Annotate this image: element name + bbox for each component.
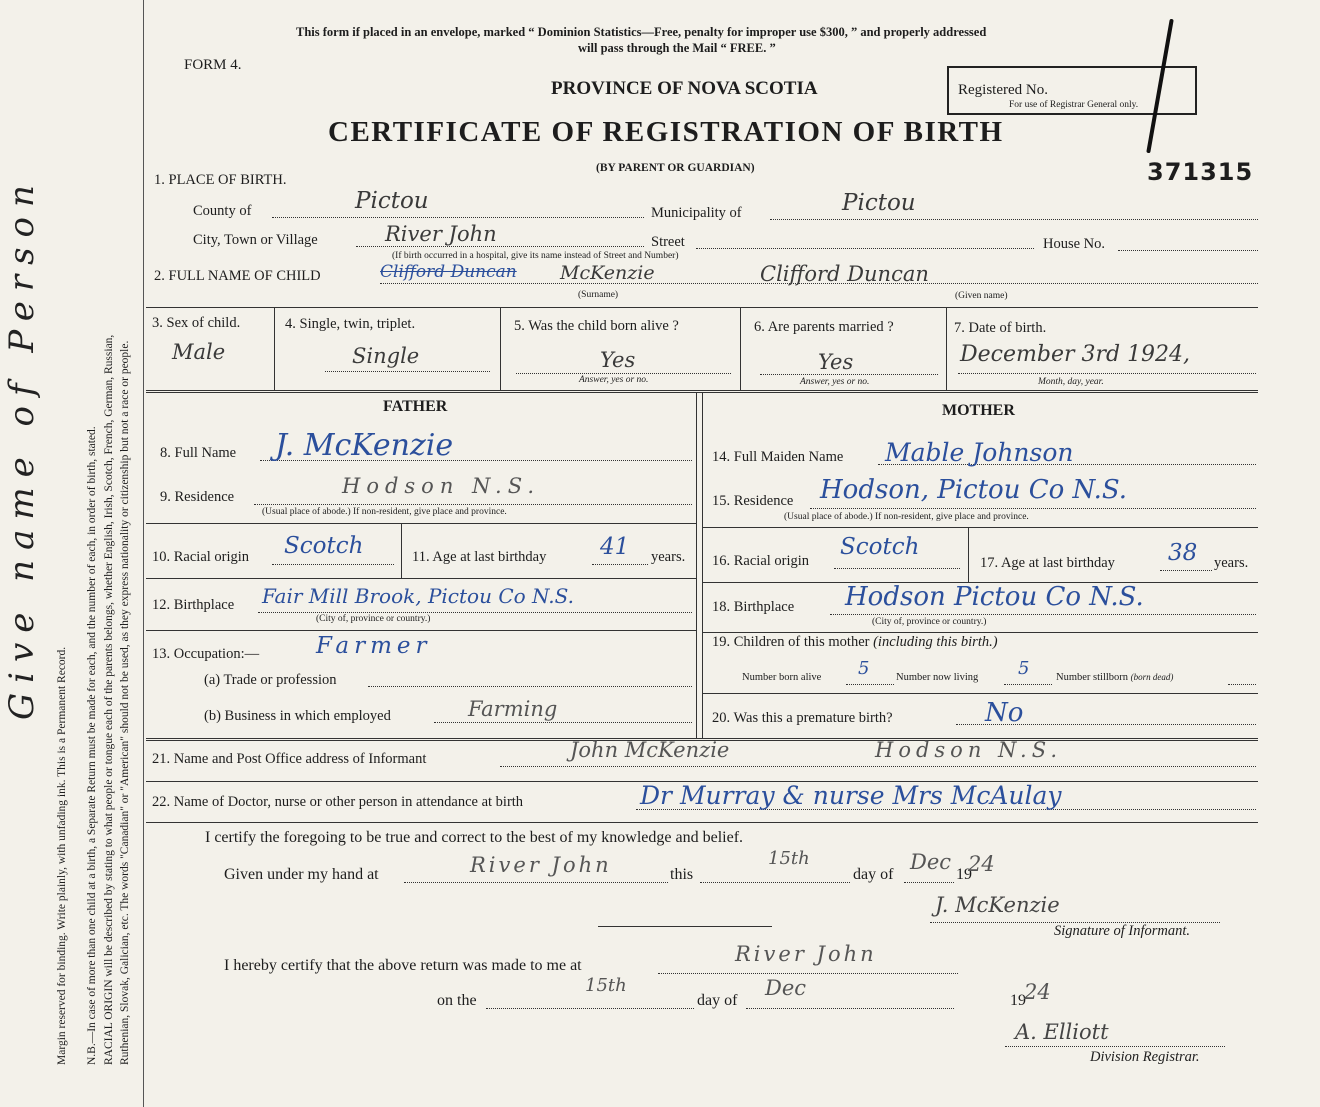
mother-birthplace-caption: (City of, province or country.)	[872, 617, 987, 627]
mother-years-label: years.	[1214, 555, 1249, 571]
informant-name-value: John McKenzie	[570, 738, 730, 762]
certificate-subtitle: (BY PARENT OR GUARDIAN)	[596, 162, 755, 174]
registrar-signature: A. Elliott	[1015, 1020, 1109, 1044]
given-year-value: 24	[968, 852, 995, 876]
hospital-note: (If birth occurred in a hospital, give its name instead of Street and Number)	[392, 251, 679, 261]
mother-age-line	[1160, 570, 1212, 571]
rule-father-birthplace	[146, 630, 696, 631]
registrar-month-line	[746, 1008, 954, 1009]
given-day-line	[700, 882, 850, 883]
form-number: FORM 4.	[184, 57, 242, 73]
municipality-label: Municipality of	[651, 205, 742, 221]
date-of-birth-caption: Month, day, year.	[1038, 377, 1104, 387]
mother-residence-caption: (Usual place of abode.) If non-resident, give place and province.	[784, 512, 1029, 522]
born-alive-value: Yes	[600, 348, 636, 372]
given-place-line	[404, 882, 668, 883]
registrar-use-note: For use of Registrar General only.	[1009, 100, 1139, 110]
this-label: this	[670, 866, 694, 883]
certificate-title: CERTIFICATE OF REGISTRATION OF BIRTH	[328, 116, 1004, 148]
father-years-label: years.	[651, 549, 686, 565]
father-heading: FATHER	[383, 398, 448, 415]
father-birthplace-caption: (City of, province or country.)	[316, 614, 431, 624]
now-living-count-label: Number now living	[896, 672, 979, 683]
rule-father-racial	[146, 578, 696, 579]
divider-4-5	[500, 308, 501, 390]
stillborn-count-text: Number stillborn	[1056, 672, 1129, 683]
outer-handwriting: Give name of Person	[2, 175, 42, 720]
parents-married-label: 6. Are parents married ?	[754, 319, 894, 335]
father-business-value: Farming	[468, 697, 558, 721]
father-business-line	[434, 722, 692, 723]
registrar-year-value: 24	[1024, 980, 1051, 1004]
father-age-line	[592, 564, 648, 565]
mail-notice-line1: This form if placed in an envelope, marked “ Dominion Statistics—Free, penalty for improper use $300, ” and properly addressed	[296, 25, 987, 39]
mother-heading: MOTHER	[942, 402, 1015, 419]
place-of-birth-label: 1. PLACE OF BIRTH.	[154, 172, 287, 188]
certification-divider	[598, 926, 772, 927]
informant-signature: J. McKenzie	[935, 893, 1060, 917]
informant-signature-caption: Signature of Informant.	[1054, 923, 1191, 939]
street-label: Street	[651, 234, 685, 250]
registrar-day-line	[486, 1008, 694, 1009]
registered-number-stamp: 371315	[1147, 158, 1254, 186]
municipality-value: Pictou	[842, 190, 916, 216]
attendant-label: 22. Name of Doctor, nurse or other person in attendance at birth	[152, 794, 524, 810]
father-birthplace-value: Fair Mill Brook, Pictou Co N.S.	[262, 584, 574, 608]
born-alive-count-label: Number born alive	[742, 672, 822, 683]
city-label: City, Town or Village	[193, 232, 318, 248]
given-name-caption: (Given name)	[955, 291, 1008, 301]
divider-5-6	[740, 308, 741, 390]
sex-value: Male	[172, 340, 226, 364]
rule-mother-children	[702, 693, 1258, 694]
single-twin-label: 4. Single, twin, triplet.	[285, 316, 416, 332]
mother-birthplace-label: 18. Birthplace	[712, 599, 795, 615]
stillborn-count-note: (born dead)	[1130, 672, 1174, 682]
mother-name-label: 14. Full Maiden Name	[712, 449, 844, 465]
rule-mother-residence	[702, 527, 1258, 528]
registrar-statement: I hereby certify that the above return was made to me at	[224, 957, 582, 974]
municipality-line	[770, 219, 1258, 220]
surname-caption: (Surname)	[578, 290, 619, 300]
parents-married-caption: Answer, yes or no.	[800, 377, 870, 387]
mother-racial-label: 16. Racial origin	[712, 553, 810, 569]
mother-residence-line	[810, 508, 1256, 509]
given-day-of-label: day of	[853, 866, 894, 883]
rule-father-residence	[146, 523, 696, 524]
informant-address-value: Hodson N.S.	[875, 738, 1063, 762]
divider-3-4	[274, 308, 275, 390]
date-of-birth-label: 7. Date of birth.	[954, 320, 1047, 336]
mother-age-label: 17. Age at last birthday	[980, 555, 1115, 571]
parents-married-value: Yes	[818, 350, 854, 374]
father-business-label: (b) Business in which employed	[204, 708, 391, 724]
mail-notice-line2: will pass through the Mail “ FREE. ”	[578, 41, 776, 55]
rule-after-name	[146, 307, 1258, 308]
registrar-on-the-label: on the	[437, 992, 477, 1009]
father-residence-label: 9. Residence	[160, 489, 235, 505]
premature-value: No	[985, 698, 1024, 728]
father-occupation-label: 13. Occupation:—	[152, 646, 260, 662]
mother-residence-value: Hodson, Pictou Co N.S.	[820, 475, 1128, 505]
registrar-place-value: River John	[735, 942, 877, 966]
city-value: River John	[385, 222, 497, 246]
child-surname: McKenzie	[560, 262, 655, 284]
father-trade-line	[368, 686, 692, 687]
registrar-day-of-label: day of	[697, 992, 738, 1009]
father-age-label: 11. Age at last birthday	[412, 549, 547, 565]
attendant-value: Dr Murray & nurse Mrs McAulay	[640, 781, 1062, 810]
father-residence-caption: (Usual place of abode.) If non-resident, give place and province.	[262, 507, 507, 517]
informant-line	[500, 766, 1256, 767]
father-racial-value: Scotch	[284, 533, 364, 559]
sex-label: 3. Sex of child.	[152, 315, 241, 331]
margin-note: Margin reserved for binding. Write plainly, with unfading ink. This is a Permanent Record.	[56, 646, 68, 1065]
given-place-value: River John	[470, 853, 612, 877]
single-twin-value: Single	[352, 344, 420, 368]
father-racial-age-divider	[401, 524, 402, 578]
parents-married-line	[760, 374, 938, 375]
stillborn-count-line	[1228, 684, 1256, 685]
born-alive-label: 5. Was the child born alive ?	[514, 318, 679, 334]
registrar-signature-line	[1005, 1046, 1225, 1047]
racial-note-line1: RACIAL ORIGIN will be described by stating to what people or tongue each of the parents belongs, whether English, Irish, Scotch, French, German, Russian,	[103, 334, 115, 1065]
born-alive-line	[516, 373, 731, 374]
province-heading: PROVINCE OF NOVA SCOTIA	[551, 78, 818, 99]
father-racial-label: 10. Racial origin	[152, 549, 250, 565]
county-line	[272, 217, 644, 218]
father-birthplace-line	[258, 612, 692, 613]
rule-mother-birthplace	[702, 632, 1258, 633]
certification-statement: I certify the foregoing to be true and correct to the best of my knowledge and belief.	[205, 829, 744, 846]
now-living-count-line	[1004, 684, 1052, 685]
stillborn-count-label	[1056, 672, 1173, 683]
child-name-label: 2. FULL NAME OF CHILD	[154, 268, 321, 284]
child-given-name: Clifford Duncan	[760, 262, 929, 286]
born-alive-count-line	[846, 684, 894, 685]
father-residence-value: Hodson N.S.	[342, 474, 541, 498]
given-day-value: 15th	[768, 848, 810, 869]
father-racial-line	[272, 564, 394, 565]
father-occupation-value: Farmer	[316, 633, 432, 659]
mother-racial-age-divider	[968, 528, 969, 582]
now-living-count-value: 5	[1018, 658, 1030, 679]
father-name-value: J. McKenzie	[275, 428, 454, 463]
father-name-label: 8. Full Name	[160, 445, 237, 461]
child-name-struck: Clifford Duncan	[380, 262, 517, 282]
parents-divider-b	[702, 393, 703, 739]
born-alive-count-value: 5	[858, 658, 870, 679]
registrar-day-value: 15th	[585, 975, 627, 996]
date-of-birth-value: December 3rd 1924,	[960, 342, 1191, 367]
given-month-line	[904, 882, 954, 883]
registrar-month-value: Dec	[765, 976, 807, 1000]
registrar-place-line	[658, 973, 958, 974]
given-year-prefix: 19	[956, 866, 972, 883]
informant-label: 21. Name and Post Office address of Informant	[152, 751, 427, 767]
father-residence-line	[254, 504, 692, 505]
street-line	[696, 248, 1034, 249]
given-under-hand-label: Given under my hand at	[224, 866, 379, 883]
mother-racial-line	[834, 568, 960, 569]
house-number-line	[1118, 250, 1258, 251]
nb-note: N.B.—In case of more than one child at a birth, a Separate Return must be made for each, and the number of each, in order of birth, stated.	[86, 426, 98, 1065]
divider-6-7	[946, 308, 947, 390]
registrar-year-prefix: 19	[1010, 992, 1026, 1009]
mother-birthplace-value: Hodson Pictou Co N.S.	[845, 582, 1144, 612]
mother-racial-value: Scotch	[840, 534, 920, 560]
city-line	[356, 246, 644, 247]
born-alive-caption: Answer, yes or no.	[579, 375, 649, 385]
mother-age-value: 38	[1168, 540, 1198, 566]
children-of-mother-text: 19. Children of this mother	[712, 634, 870, 650]
children-of-mother-note: (including this birth.)	[873, 634, 998, 650]
registered-number-label: Registered No.	[958, 82, 1048, 98]
mother-residence-label: 15. Residence	[712, 493, 794, 509]
children-of-mother-label	[712, 634, 998, 651]
racial-note-line2: Ruthenian, Slovak, Galician, etc. The words "Canadian" or "American" should not be used, as they express nationality or citizenship but not a race or people.	[119, 340, 131, 1065]
given-month-value: Dec	[910, 850, 952, 874]
father-trade-label: (a) Trade or profession	[204, 672, 337, 688]
registrar-signature-caption: Division Registrar.	[1090, 1049, 1200, 1065]
date-of-birth-line	[958, 373, 1256, 374]
single-twin-line	[325, 371, 490, 372]
house-number-label: House No.	[1043, 236, 1106, 252]
parents-divider-a	[696, 393, 697, 739]
father-birthplace-label: 12. Birthplace	[152, 597, 235, 613]
mother-name-value: Mable Johnson	[885, 438, 1074, 467]
county-label: County of	[193, 203, 252, 219]
father-age-value: 41	[600, 534, 630, 560]
county-value: Pictou	[355, 188, 429, 214]
premature-label: 20. Was this a premature birth?	[712, 710, 893, 726]
margin-fold-line	[143, 0, 144, 1107]
mother-birthplace-line	[830, 614, 1256, 615]
rule-after-attendant	[146, 822, 1258, 823]
